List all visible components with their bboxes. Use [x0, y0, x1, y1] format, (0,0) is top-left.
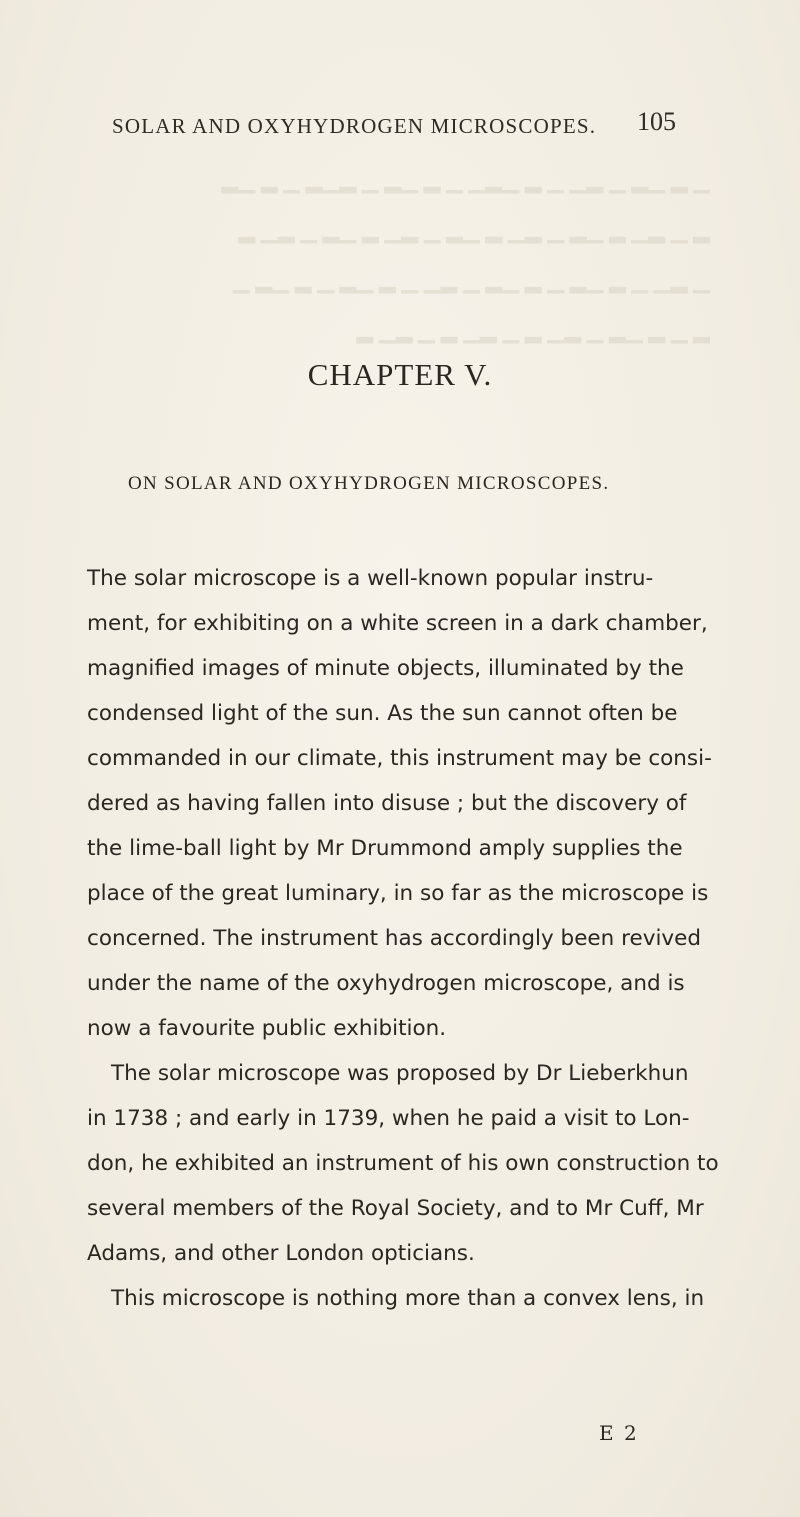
text-line: place of the great luminary, in so far as the microscope is [87, 881, 709, 906]
signature-mark: E 2 [599, 1421, 639, 1445]
show-through-line: ▂ ▁ ▂ ▁▂ ▁ ▂▁ ▂ ▁ ▂▁ ▂ ▁ ▂▁ ▂ [356, 318, 710, 343]
text-line: the lime-ball light by Mr Drummond amply supplies the [87, 836, 683, 861]
text-line: dered as having fallen into disuse ; but the discovery of [87, 791, 687, 816]
text-line: don, he exhibited an instrument of his own construction to [87, 1151, 719, 1176]
chapter-subtitle: ON SOLAR AND OXYHYDROGEN MICROSCOPES. [128, 473, 610, 494]
text-line: condensed light of the sun. As the sun cannot often be [87, 701, 678, 726]
text-line: This microscope is nothing more than a convex lens, in [111, 1286, 705, 1311]
text-line: now a favourite public exhibition. [87, 1016, 447, 1041]
text-line: ment, for exhibiting on a white screen in a dark chamber, [87, 611, 708, 636]
running-head: SOLAR AND OXYHYDROGEN MICROSCOPES. [112, 114, 597, 138]
text-line: in 1738 ; and early in 1739, when he paid a visit to Lon- [87, 1106, 690, 1131]
show-through-line: ▁ ▂▁ ▁ ▂ ▁▂ ▁ ▂ ▁▂ ▁ ▂▁ ▁ ▂ ▁▂ ▁ ▂ ▁▂ ▁ [232, 268, 710, 293]
text-line: The solar microscope was proposed by Dr Lieberkhun [111, 1061, 689, 1086]
page-number: 105 [637, 107, 676, 136]
text-line: commanded in our climate, this instrument may be consi- [87, 746, 712, 771]
text-line: under the name of the oxyhydrogen microscope, and is [87, 971, 685, 996]
show-through-line: ▁ ▂ ▁▂ ▁ ▂▁ ▁ ▂ ▁▂▁ ▁ ▂ ▁▂ ▁ ▂▁▂ ▁ ▂ ▁▂ [221, 168, 710, 193]
text-line: The solar microscope is a well-known popular instru- [87, 566, 654, 591]
show-through-line: ▂ ▁ ▂▁ ▂ ▁▂ ▁ ▂▁ ▂ ▁▂ ▁ ▂▁ ▂ ▁▂ ▁ ▂▁ ▂ [238, 218, 710, 243]
text-line: concerned. The instrument has accordingly been revived [87, 926, 702, 951]
text-line: several members of the Royal Society, and to Mr Cuff, Mr [87, 1196, 704, 1221]
chapter-title: CHAPTER V. [307, 357, 493, 392]
text-line: magnified images of minute objects, illuminated by the [87, 656, 684, 681]
body-text [87, 556, 727, 1321]
text-line: Adams, and other London opticians. [87, 1241, 475, 1266]
